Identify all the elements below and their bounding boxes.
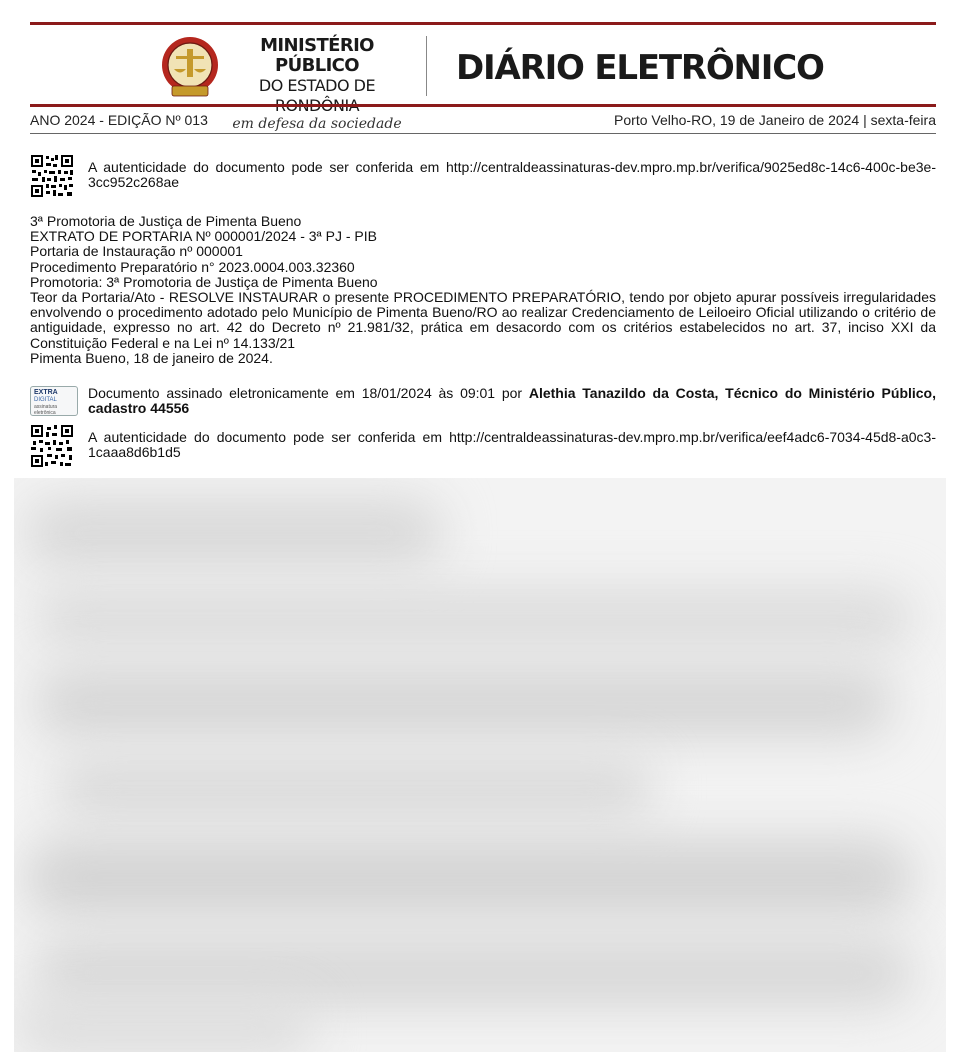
- qr-code-icon[interactable]: [30, 424, 74, 468]
- header-bottom-rule: [30, 104, 936, 107]
- authenticity-notice-text: A autenticidade do documento pode ser conferida em http://centraldeassinaturas-dev.mpro.mp.br/verifica/eef4adc6-7034-45d8-a0c3-1caaa8d6b1d5: [88, 429, 936, 460]
- authenticity-notice-text: A autenticidade do documento pode ser conferida em http://centraldeassinaturas-dev.mpro.mp.br/verifica/9025ed8c-14c6-400c-be3e-3cc952c268ae: [88, 159, 936, 190]
- dateline: Porto Velho-RO, 19 de Janeiro de 2024 | sexta-feira: [614, 112, 936, 128]
- edition-label: ANO 2024 - EDIÇÃO Nº 013: [30, 112, 208, 128]
- badge-line3: assinatura eletrônica: [34, 404, 58, 416]
- qr-code-icon[interactable]: [30, 154, 74, 198]
- promotoria-field: Promotoria: 3ª Promotoria de Justiça de Pimenta Bueno: [30, 273, 378, 290]
- place-date: Pimenta Bueno, 18 de janeiro de 2024.: [30, 349, 273, 366]
- journal-title: DIÁRIO ELETRÔNICO: [456, 48, 824, 88]
- extract-title: EXTRATO DE PORTARIA Nº 000001/2024 - 3ª PJ - PIB: [30, 228, 377, 245]
- org-motto: em defesa da sociedade: [232, 116, 402, 132]
- promotoria-line: 3ª Promotoria de Justiça de Pimenta Bueno: [30, 213, 302, 229]
- header-top-rule: [30, 22, 936, 25]
- edition-bar: [30, 112, 936, 130]
- blur-block: [24, 498, 444, 568]
- signature-text: [88, 386, 936, 416]
- badge-line1: EXTRA: [34, 389, 58, 396]
- blurred-content-region: [14, 478, 946, 1052]
- blur-block: [14, 998, 314, 1052]
- badge-line2: DIGITAL: [34, 397, 57, 403]
- signature-prefix: Documento assinado eletronicamente em 18/01/2024 às 09:01 por: [88, 385, 529, 401]
- blur-block: [24, 838, 914, 918]
- institution-seal-icon: [160, 36, 220, 98]
- digital-signature-icon: [30, 386, 78, 416]
- signature-block: [30, 384, 936, 418]
- portaria-number: Portaria de Instauração nº 000001: [30, 243, 243, 260]
- procedure-number: Procedimento Preparatório n° 2023.0004.003.32360: [30, 258, 355, 275]
- portaria-extract: [30, 214, 936, 366]
- org-name-line1: MINISTÉRIO PÚBLICO: [260, 35, 374, 76]
- masthead-divider: [426, 36, 427, 96]
- blur-block: [34, 668, 894, 738]
- blur-block: [54, 758, 654, 818]
- org-name-line2: DO ESTADO DE: [258, 76, 376, 95]
- signer-name: Alethia Tanazildo da Costa, Técnico do Ministério Público, cadastro 44556: [88, 385, 937, 416]
- authenticity-notice: [30, 154, 936, 196]
- blur-block: [34, 588, 914, 648]
- edition-rule: [30, 133, 936, 134]
- authenticity-notice-2: [30, 424, 936, 466]
- teor-paragraph: Teor da Portaria/Ato - RESOLVE INSTAURAR o presente PROCEDIMENTO PREPARATÓRIO, tendo por objeto apurar possíveis irregularidades envolvendo o procedimento adotado pelo Município de Pimenta Bueno/RO ao realizar Credenciamento de Leiloeiro Oficial utilizando o critério de antiguidade, expresso no art. 42 do Decreto nº 21.981/32, prática em desacordo com os critérios estabelecidos no art. 37, inciso XXI da Constituição Federal e na Lei nº 14.133/21: [30, 289, 936, 351]
